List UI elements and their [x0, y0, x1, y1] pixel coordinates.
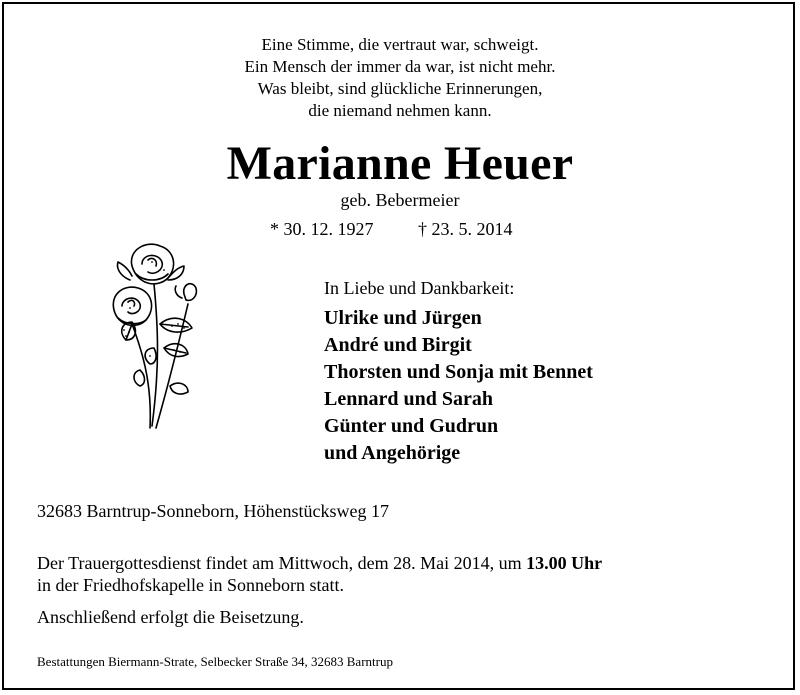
service-line-1: [37, 552, 602, 574]
poem-line: Was bleibt, sind glückliche Erinnerungen,: [257, 79, 543, 98]
mourner-name: Lennard und Sarah: [324, 388, 493, 410]
burial-notice: Anschließend erfolgt die Beisetzung.: [37, 607, 304, 627]
mourner-name: Günter und Gudrun: [324, 415, 499, 437]
life-dates: [270, 218, 513, 240]
rose-icon: [102, 236, 222, 436]
poem: [0, 34, 800, 122]
mourner-name: Thorsten und Sonja mit Bennet: [324, 361, 593, 383]
mourner-name: Ulrike und Jürgen: [324, 307, 482, 329]
mourners-list: [324, 305, 593, 467]
mourner-name: André und Birgit: [324, 334, 472, 356]
mourner-name: und Angehörige: [324, 442, 461, 464]
death-date: † 23. 5. 2014: [418, 219, 513, 239]
maiden-name: geb. Bebermeier: [340, 190, 460, 210]
poem-line: die niemand nehmen kann.: [308, 101, 492, 120]
mourners-address: 32683 Barntrup-Sonneborn, Höhenstücksweg 17: [37, 501, 389, 521]
deceased-name: Marianne Heuer: [226, 137, 574, 190]
undertaker-info: Bestattungen Biermann-Strate, Selbecker Straße 34, 32683 Barntrup: [37, 654, 393, 669]
service-text: Der Trauergottesdienst findet am Mittwoch, dem 28. Mai 2014, um: [37, 553, 527, 573]
service-time: 13.00 Uhr: [526, 553, 603, 573]
mourners-intro: In Liebe und Dankbarkeit:: [324, 278, 515, 298]
birth-date: * 30. 12. 1927: [270, 219, 374, 239]
poem-line: Ein Mensch der immer da war, ist nicht mehr.: [244, 57, 556, 76]
poem-line: Eine Stimme, die vertraut war, schweigt.: [261, 35, 539, 54]
service-line-2: in der Friedhofskapelle in Sonneborn statt.: [37, 575, 344, 595]
service-notice: [37, 552, 602, 596]
